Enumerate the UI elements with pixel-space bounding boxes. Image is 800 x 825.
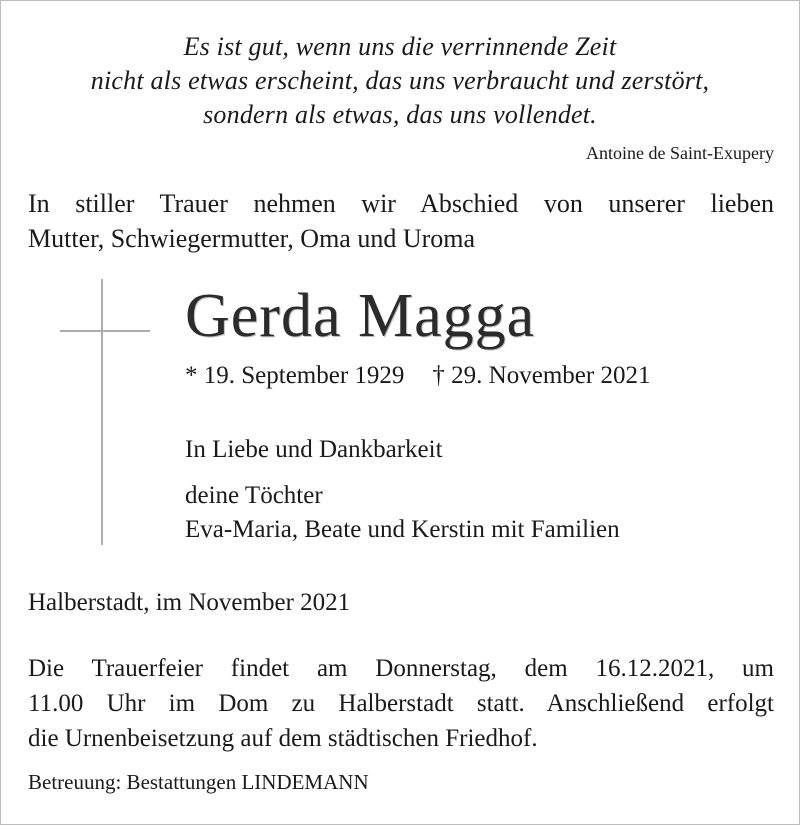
birth-date: * 19. September 1929 [185, 362, 405, 389]
funeral-line: Die Trauerfeier findet am Donnerstag, dem 16.12.2021, um [28, 655, 774, 682]
death-date: † 29. November 2021 [432, 362, 651, 389]
place-date: Halberstadt, im November 2021 [28, 589, 351, 616]
mourners-list [185, 479, 620, 547]
funeral-home: Betreuung: Bestattungen LINDEMANN [28, 770, 369, 794]
funeral-line: die Urnenbeisetzung auf dem städtischen Friedhof. [28, 725, 538, 752]
intro-line: In stiller Trauer nehmen wir Abschied von unserer lieben [28, 189, 774, 218]
intro-line: Mutter, Schwiegermutter, Oma und Uroma [28, 224, 476, 253]
funeral-info [28, 651, 774, 756]
deceased-name: Gerda Magga [185, 282, 536, 350]
life-dates [185, 360, 650, 392]
quote [0, 30, 800, 132]
quote-line: nicht als etwas erscheint, das uns verbraucht und zerstört, [90, 66, 710, 95]
mourners-line: Eva-Maria, Beate und Kerstin mit Familien [185, 516, 620, 543]
mourners-line: deine Töchter [185, 482, 323, 509]
quote-author: Antoine de Saint-Exupery [586, 143, 774, 163]
intro-text [28, 186, 774, 256]
cross-icon [101, 279, 103, 545]
quote-line: sondern als etwas, das uns vollendet. [203, 100, 597, 129]
funeral-line: 11.00 Uhr im Dom zu Halberstadt statt. Anschließend erfolgt [28, 690, 774, 717]
quote-line: Es ist gut, wenn uns die verrinnende Zeit [183, 32, 617, 61]
mourners-heading: In Liebe und Dankbarkeit [185, 436, 443, 463]
cross-icon-bar [60, 330, 150, 332]
